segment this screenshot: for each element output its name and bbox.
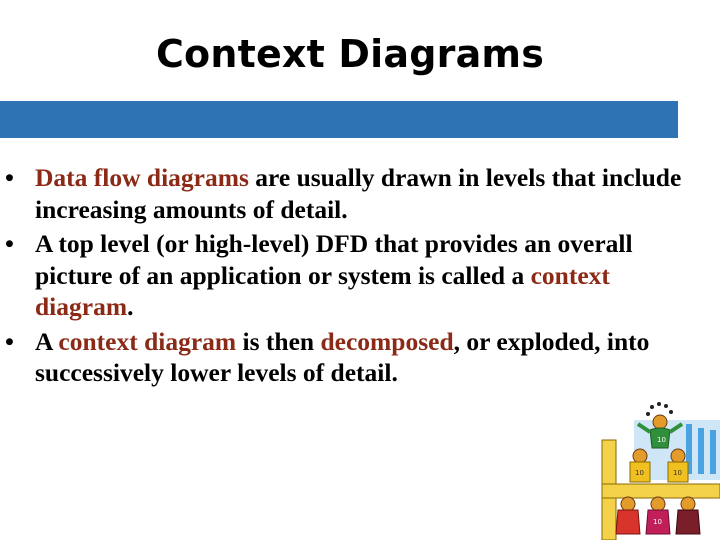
bullet-text: , or exploded, into successively lower levels of detail.: [35, 326, 650, 387]
figure-number: 10: [635, 469, 644, 477]
pyramid-figure-middle-left: [630, 449, 650, 482]
bullet-marker: •: [5, 229, 14, 258]
clipart-sparkles: [646, 402, 673, 416]
bullet-marker: •: [5, 163, 14, 192]
bullet-item-1: [0, 162, 700, 225]
slide-title: Context Diagrams: [155, 32, 545, 76]
clipart-stripes: [686, 424, 716, 474]
bullet-marker: •: [5, 326, 14, 356]
title-accent-bar: [0, 101, 678, 138]
pyramid-figure-bottom-center: [646, 497, 670, 534]
pyramid-figure-middle-right: [668, 449, 688, 482]
bullet-text: .: [127, 292, 134, 321]
pyramid-figure-bottom-right: [676, 497, 700, 534]
bullet-item-2: [0, 228, 700, 323]
figure-number: 10: [657, 436, 666, 444]
term-context-diagram: context diagram: [58, 326, 237, 356]
bullet-text: A: [35, 326, 59, 356]
bullet-text: are usually drawn in levels that include increasing amounts of detail.: [35, 163, 682, 224]
figure-number: 10: [653, 518, 662, 526]
bullet-text: A top level (or high-level) DFD that provides an overall picture of an application or system is called a: [35, 229, 633, 290]
bullet-list: [0, 162, 700, 392]
term-context-diagram: context diagram: [35, 260, 610, 321]
human-pyramid-clipart: [594, 400, 720, 540]
pyramid-figure-bottom-left: [616, 497, 640, 534]
term-decomposed: decomposed: [320, 326, 454, 356]
bullet-text: is then: [236, 326, 321, 356]
term-data-flow-diagrams: Data flow diagrams: [35, 163, 249, 192]
figure-number: 10: [673, 469, 682, 477]
bullet-item-3: [0, 326, 700, 389]
clipart-frame-shelf: [602, 484, 720, 498]
